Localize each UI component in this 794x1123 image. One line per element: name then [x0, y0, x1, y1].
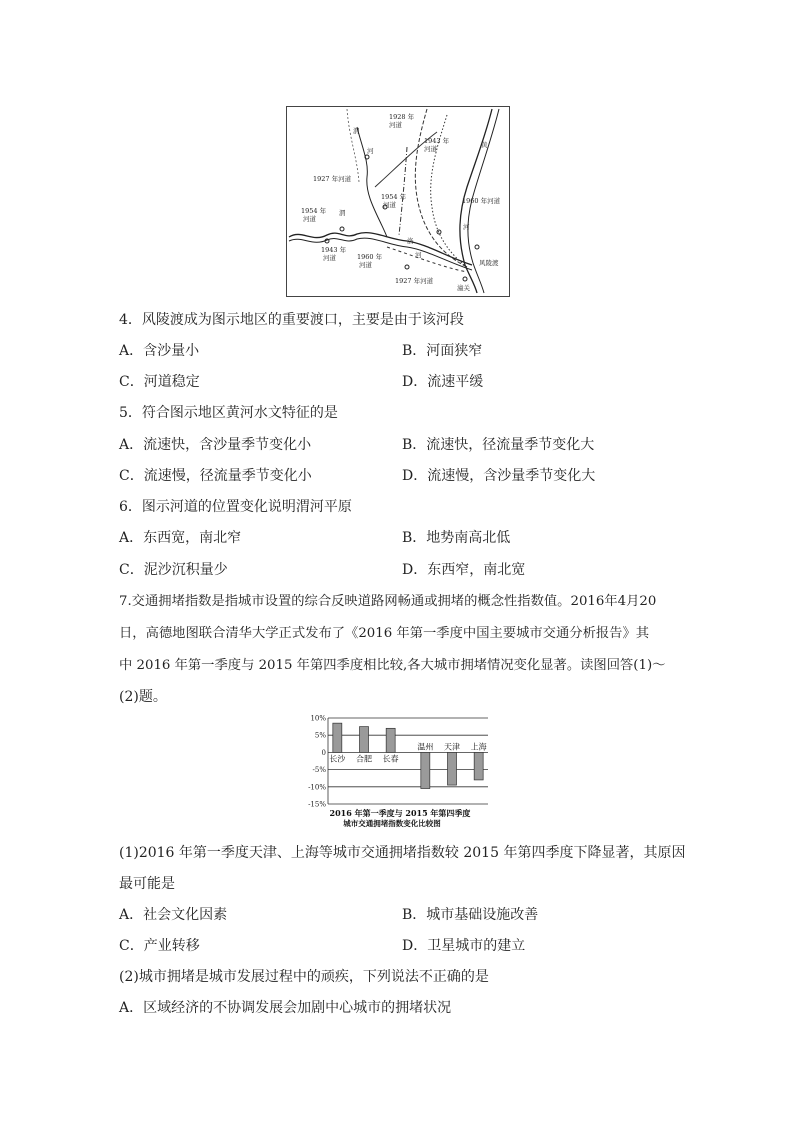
q4-stem: 4．风陵渡成为图示地区的重要渡口，主要是由于该河段: [119, 312, 464, 328]
map-label: 1943 年: [321, 246, 347, 254]
q6-stem: 6．图示河道的位置变化说明渭河平原: [119, 499, 352, 515]
town-marker: [405, 265, 409, 269]
q7-1-option-a[interactable]: A．社会文化因素: [119, 907, 228, 923]
category-label: 温州: [417, 742, 434, 752]
q5-option-c[interactable]: C．流速慢，径流量季节变化小: [119, 468, 312, 484]
map-label: 1960 年河道: [462, 197, 501, 205]
map-label: 河道: [383, 201, 396, 209]
q7-intro-line2: 日，高德地图联合清华大学正式发布了《2016 年第一季度中国主要城市交通分析报告》其: [119, 626, 650, 641]
bar-5: [448, 752, 457, 785]
map-label: 河道: [359, 261, 372, 269]
map-label: 渭: [339, 209, 346, 217]
map-label: 河道: [424, 145, 437, 153]
q7-2-option-a[interactable]: A．区域经济的不协调发展会加剧中心城市的拥堵状况: [119, 1000, 452, 1016]
map-label: 1928 年: [389, 113, 415, 121]
q7-1-option-b[interactable]: B．城市基础设施改善: [402, 907, 539, 923]
q7-1-option-d[interactable]: D．卫星城市的建立: [402, 938, 526, 954]
map-label: 渭: [353, 127, 360, 135]
luo-river-line: [357, 127, 387, 237]
q7-1-option-c[interactable]: C．产业转移: [119, 938, 200, 954]
category-label: 上海: [470, 742, 487, 752]
course-1954: [399, 147, 407, 235]
q6-option-c[interactable]: C．泥沙沉积量少: [119, 562, 228, 578]
town-marker: [340, 227, 344, 231]
map-label: 黄: [481, 141, 488, 149]
category-label: 长沙: [329, 754, 346, 764]
y-tick-label: 5%: [314, 731, 326, 740]
q4-option-d[interactable]: D．流速平缓: [402, 374, 484, 390]
q5-option-b[interactable]: B．流速快，径流量季节变化大: [402, 437, 595, 453]
town-marker: [463, 277, 467, 281]
category-label: 天津: [444, 742, 460, 752]
map-label: 河道: [323, 254, 336, 262]
q6-option-d[interactable]: D．东西窄，南北宽: [402, 562, 526, 578]
y-tick-label: -15%: [308, 800, 326, 809]
chart-title-line2: 城市交通拥堵指数变化比较图: [343, 819, 441, 828]
map-label: 河道: [303, 215, 316, 223]
map-label: 1927 年河道: [313, 175, 352, 183]
category-label: 合肥: [356, 754, 372, 764]
map-label: 1954 年: [301, 207, 327, 215]
map-label: 1927 年河道: [395, 277, 434, 285]
map-label: 1960 年: [357, 253, 383, 261]
map-label: 河: [415, 251, 422, 259]
q4-option-c[interactable]: C．河道稳定: [119, 374, 200, 390]
map-label: 风陵渡: [479, 259, 499, 267]
bar-2: [360, 727, 369, 753]
q5-stem: 5．符合图示地区黄河水文特征的是: [119, 405, 338, 421]
q7-intro-line4: (2)题。: [119, 689, 167, 705]
q7-1-stem-line2: 最可能是: [119, 876, 175, 892]
category-label: 长春: [382, 754, 399, 764]
q4-option-a[interactable]: A．含沙量小: [119, 343, 200, 359]
map-label: 河道: [389, 121, 402, 129]
q5-option-a[interactable]: A．流速快，含沙量季节变化小: [119, 437, 312, 453]
q5-option-d[interactable]: D．流速慢，含沙量季节变化大: [402, 468, 596, 484]
bar-3: [386, 728, 395, 752]
q7-2-stem: (2)城市拥堵是城市发展过程中的顽疾，下列说法不正确的是: [119, 969, 489, 985]
bar-1: [333, 723, 342, 752]
q7-intro-line1: 7.交通拥堵指数是指城市设置的综合反映道路网畅通或拥堵的概念性指数值。2016年4月20: [119, 594, 657, 609]
map-label: 河: [367, 147, 374, 155]
y-tick-label: -10%: [308, 783, 326, 792]
town-marker: [475, 245, 479, 249]
bar-4: [421, 752, 430, 788]
q7-intro-line3: 中 2016 年第一季度与 2015 年第四季度相比较,各大城市拥堵情况变化显著。读图回答(1)～: [119, 658, 666, 673]
q6-option-b[interactable]: B．地势南高北低: [402, 530, 511, 546]
map-label: 1954 年: [381, 193, 407, 201]
map-label: 潼关: [457, 284, 470, 292]
boundary-line: [347, 109, 359, 182]
map-label: 1943 年: [424, 137, 450, 145]
river-course-map: [286, 106, 510, 297]
map-label: 洛: [407, 237, 414, 245]
bar-6: [474, 752, 483, 780]
river-map-svg: [287, 107, 509, 296]
y-tick-label: 0: [321, 748, 326, 757]
chart-title-line1: 2016 年第一季度与 2015 年第四季度: [329, 808, 471, 818]
map-label: 河: [463, 223, 470, 231]
q7-1-stem-line1: (1)2016 年第一季度天津、上海等城市交通拥堵指数较 2015 年第四季度下降显著，其原因: [119, 845, 686, 861]
q6-option-a[interactable]: A．东西宽，南北窄: [119, 530, 242, 546]
q4-option-b[interactable]: B．河面狭窄: [402, 343, 483, 359]
traffic-index-chart: [300, 712, 500, 834]
y-tick-label: -5%: [312, 766, 326, 775]
chart-svg: [300, 712, 500, 834]
y-tick-label: 10%: [310, 714, 326, 723]
